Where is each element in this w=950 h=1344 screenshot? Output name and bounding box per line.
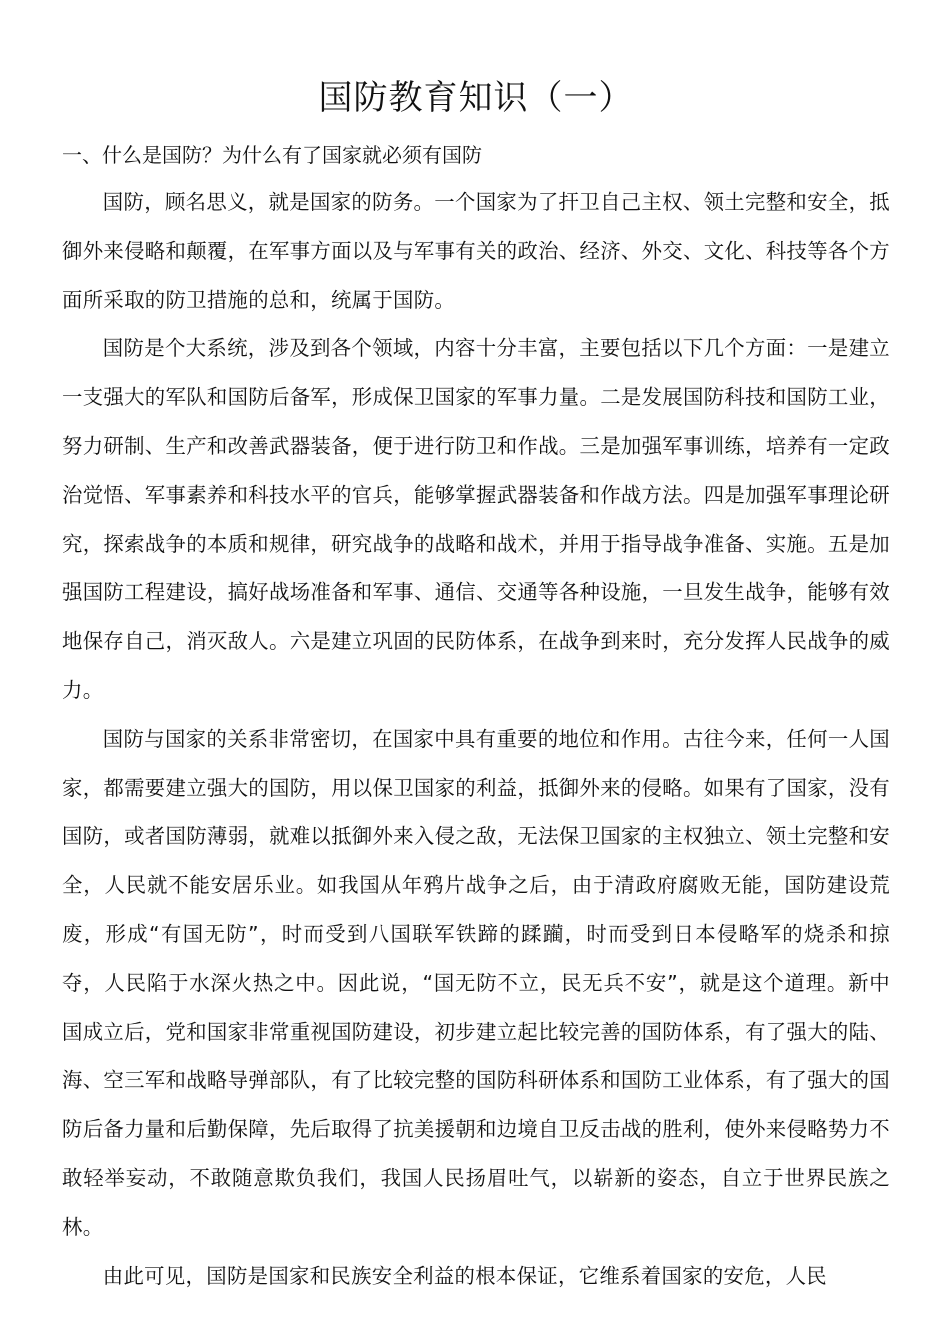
section-heading: 一、什么是国防？为什么有了国家就必须有国防 [62,143,482,167]
document-page [62,70,890,1300]
body-paragraph-1: 国防，顾名思义，就是国家的防务。一个国家为了扞卫自己主权、领土完整和安全，抵御外来侵略和颠覆，在军事方面以及与军事有关的政治、经济、外交、文化、科技等各个方面所采取的防卫措施的总和，统属于国防。 [62,190,890,312]
body-paragraph-2: 国防是个大系统，涉及到各个领域，内容十分丰富，主要包括以下几个方面：一是建立一支强大的军队和国防后备军，形成保卫国家的军事力量。二是发展国防科技和国防工业，努力研制、生产和改善武器装备，便于进行防卫和作战。三是加强军事训练，培养有一定政治觉悟、军事素养和科技水平的官兵，能够掌握武器装备和作战方法。四是加强军事理论研究，探索战争的本质和规律，研究战争的战略和战术，并用于指导战争准备、实施。五是加强国防工程建设，搞好战场准备和军事、通信、交通等各种设施，一旦发生战争，能够有效地保存自己，消灭敌人。六是建立巩固的民防体系，在战争到来时，充分发挥人民战争的威力。 [62,336,890,702]
body-paragraph-3: 国防与国家的关系非常密切，在国家中具有重要的地位和作用。古往今来，任何一人国家，都需要建立强大的国防，用以保卫国家的利益，抵御外来的侵略。如果有了国家，没有国防，或者国防薄弱，就难以抵御外来入侵之敌，无法保卫国家的主权独立、领土完整和安全，人民就不能安居乐业。如我国从年鸦片战争之后，由于清政府腐败无能，国防建设荒废，形成“有国无防”，时而受到八国联军铁蹄的蹂躏，时而受到日本侵略军的烧杀和掠夺，人民陷于水深火热之中。因此说，“国无防不立，民无兵不安”，就是这个道理。新中国成立后，党和国家非常重视国防建设，初步建立起比较完善的国防体系，有了强大的陆、海、空三军和战略导弹部队，有了比较完整的国防科研体系和国防工业体系，有了强大的国防后备力量和后勤保障，先后取得了抗美援朝和边境自卫反击战的胜利，使外来侵略势力不敢轻举妄动，不敢随意欺负我们，我国人民扬眉吐气，以崭新的姿态，自立于世界民族之林。 [62,726,890,1239]
document-title: 国防教育知识（一） [318,78,634,118]
body-paragraph-4: 由此可见，国防是国家和民族安全利益的根本保证，它维系着国家的安危，人民 [102,1263,827,1288]
